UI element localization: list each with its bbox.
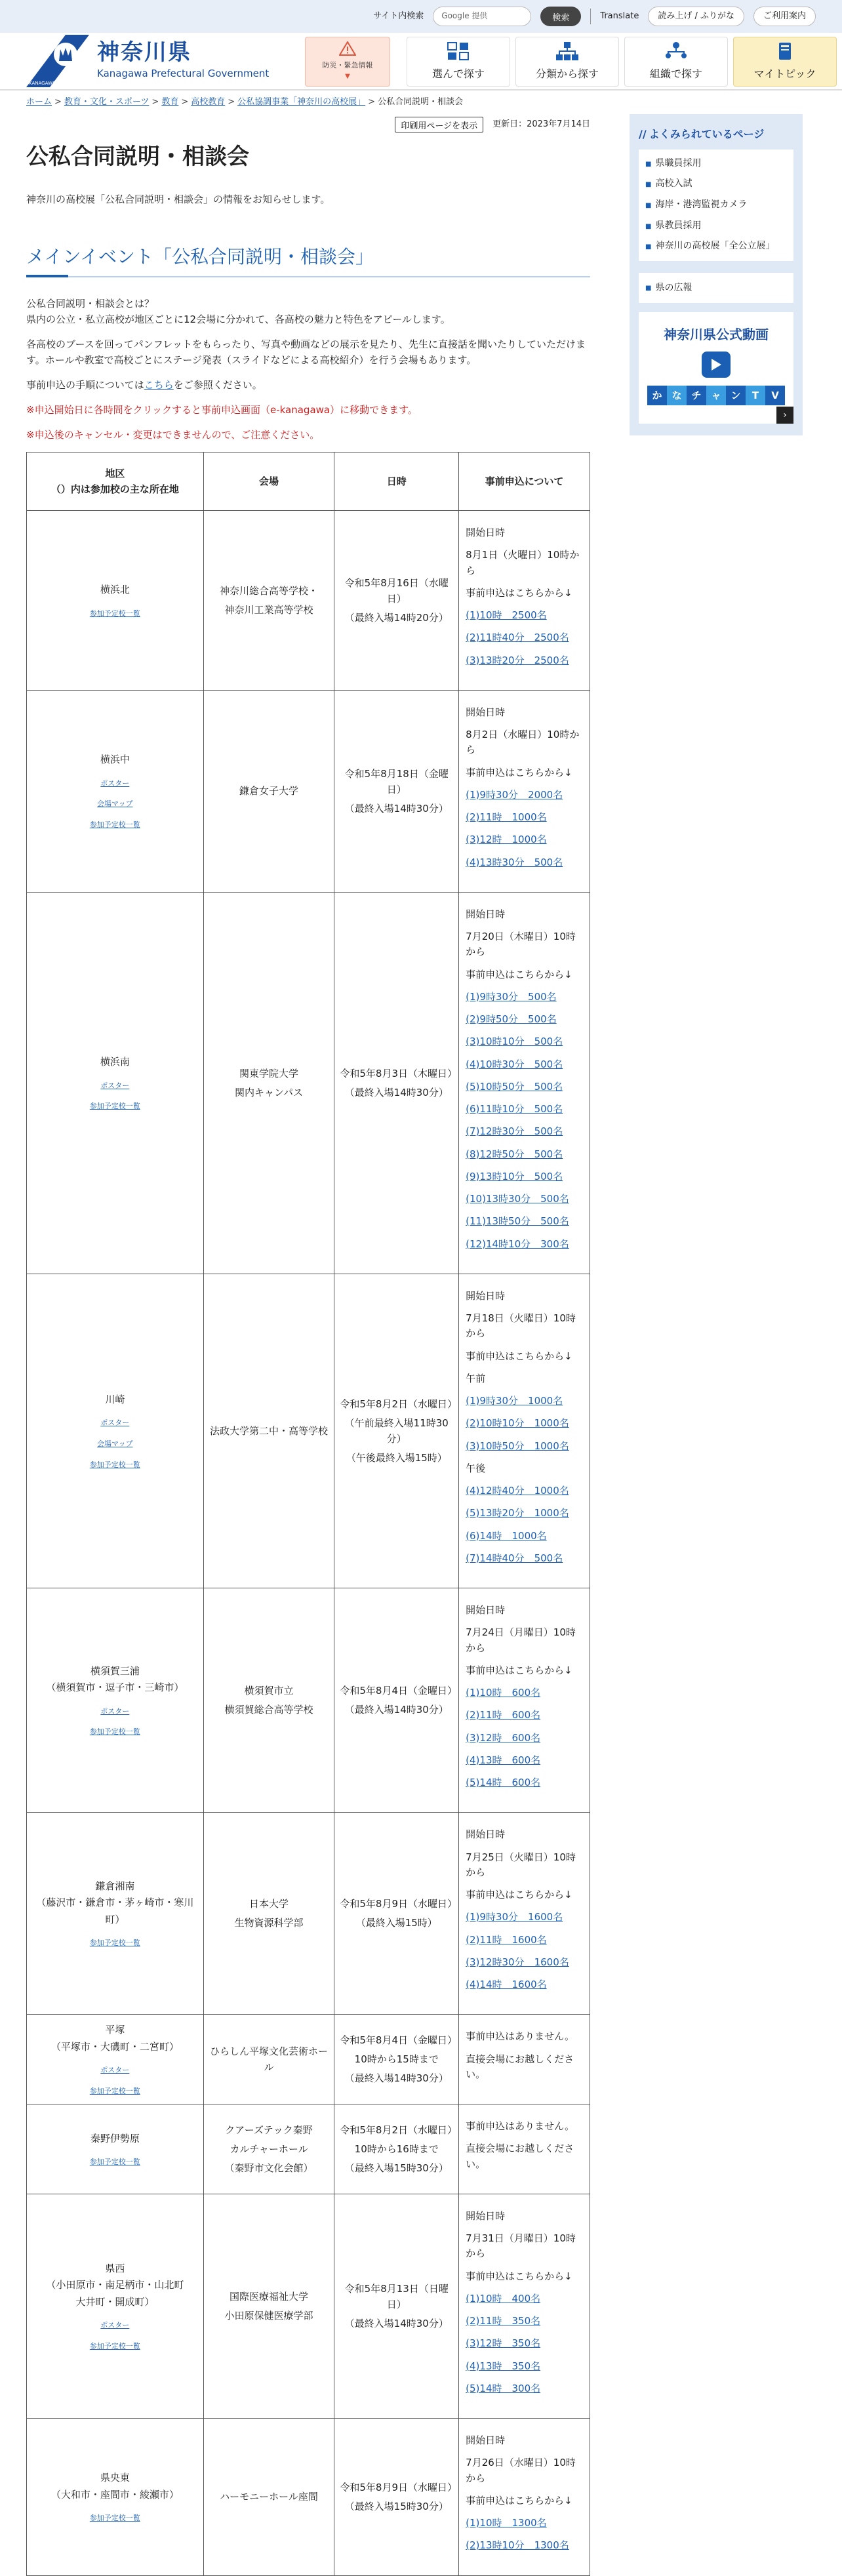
apply-text: 午後 <box>466 1462 486 1474</box>
warning-note: ※申込開始日に各時間をクリックすると事前申込画面（e-kanagawa）に移動できます。 <box>26 404 418 416</box>
section-title: メインイベント「公私合同説明・相談会」 <box>26 243 590 277</box>
nav-label: 分類から探す <box>535 68 599 81</box>
area-cell <box>27 2194 204 2418</box>
header-venue: 会場 <box>203 453 334 511</box>
apply-slot-link[interactable]: (5)14時 300名 <box>466 2382 541 2394</box>
apply-cell <box>459 2419 590 2576</box>
area-link[interactable]: 参加予定校一覧 <box>89 2514 140 2523</box>
page-intro: 神奈川の高校展「公私合同説明・相談会」の情報をお知らせします。 <box>26 193 331 206</box>
popular-heading-text: よくみられているページ <box>649 128 765 140</box>
apply-slot-link[interactable]: (3)12時 600名 <box>466 1731 541 1744</box>
apply-text: 7月24日（月曜日）10時から <box>466 1626 576 1654</box>
search-button[interactable]: 検索 <box>540 7 581 26</box>
date-line: 10時から15時まで <box>354 2053 439 2066</box>
area-cell <box>27 892 204 1274</box>
area-cell <box>27 1813 204 2015</box>
popular-list <box>639 150 793 261</box>
popular-link[interactable]: 県職員採用 <box>655 157 702 169</box>
apply-text: 開始日時 <box>466 1828 506 1841</box>
venue-cell <box>203 1274 334 1588</box>
date-line: 令和5年8月4日（金曜日） <box>340 1685 458 1697</box>
apply-slot-link[interactable]: (2)13時10分 1300名 <box>466 2539 569 2552</box>
apply-slot-link[interactable]: (5)10時50分 500名 <box>466 1080 563 1093</box>
venue-line: クアーズテック秦野 <box>225 2124 313 2137</box>
apply-slot-link[interactable]: (3)10時50分 1000名 <box>466 1439 569 1452</box>
search-placeholder: Google 提供 <box>441 11 488 21</box>
apply-slot-link[interactable]: (4)12時40分 1000名 <box>466 1485 569 1497</box>
area-name: 大井町・開成町） <box>75 2295 155 2308</box>
list-item[interactable] <box>639 174 793 195</box>
emergency-label: 防災・緊急情報 <box>322 61 373 70</box>
table-row <box>27 690 590 892</box>
area-cell <box>27 1588 204 1813</box>
chevron-down-icon: ▼ <box>345 72 350 80</box>
nav-category[interactable] <box>515 37 619 87</box>
procedure-paragraph <box>26 377 590 393</box>
venue-cell <box>203 2015 334 2104</box>
date-line: （最終入場14時30分） <box>344 1704 449 1716</box>
venue-line: 国際医療福祉大学 <box>230 2291 309 2303</box>
video-title: 神奈川県公式動画 <box>664 327 769 343</box>
area-link[interactable]: 参加予定校一覧 <box>89 1727 140 1737</box>
area-name: 平塚 <box>105 2024 125 2036</box>
popular-link[interactable]: 県教員採用 <box>655 220 702 231</box>
table-row <box>27 2104 590 2194</box>
breadcrumb-home[interactable]: ホーム <box>26 97 52 107</box>
venue-line: カルチャーホール <box>230 2143 308 2156</box>
date-line: 令和5年8月9日（水曜日） <box>340 2481 458 2493</box>
apply-slot-link[interactable]: (7)12時30分 500名 <box>466 1125 563 1138</box>
area-link[interactable]: 参加予定校一覧 <box>89 1939 140 1948</box>
apply-slot-link[interactable]: (11)13時50分 500名 <box>466 1215 569 1228</box>
apply-slot-link[interactable]: (10)13時30分 500名 <box>466 1193 569 1205</box>
area-name: 横浜南 <box>100 1056 130 1068</box>
apply-slot-link[interactable]: (4)10時30分 500名 <box>466 1058 563 1070</box>
venue-line: 小田原保健医療学部 <box>224 2310 313 2322</box>
apply-text: 直接会場にお越しください。 <box>466 2053 574 2080</box>
logo-name: 神奈川県 <box>97 39 191 66</box>
date-line: （最終入場14時20分） <box>344 612 449 624</box>
emblem-text: KANAGAWA <box>29 81 56 86</box>
guide-button[interactable]: ご利用案内 <box>753 7 816 26</box>
about-question: 公私合同説明・相談会とは？ <box>26 298 155 310</box>
description-paragraph: 各高校のブースを回ってパンフレットをもらったり、写真や動画などの展示を見たり、先生に直接話を聞いたりしていただけます。ホールや教室で高校ごとにステージ発表（スライドなどによる高校紹介）を行う会場もあります。 <box>26 338 586 367</box>
popular-link[interactable]: 海岸・港湾監視カメラ <box>655 199 748 210</box>
date-line: 令和5年8月4日（金曜日） <box>340 2034 458 2047</box>
area-link[interactable]: 参加予定校一覧 <box>89 609 140 618</box>
grid-select-icon <box>445 41 471 62</box>
table-row <box>27 1813 590 2015</box>
apply-slot-link[interactable]: (5)13時20分 1000名 <box>466 1507 569 1519</box>
date-line: （最終入場14時30分） <box>344 2072 449 2085</box>
apply-cell <box>459 690 590 892</box>
apply-text: 開始日時 <box>466 908 506 920</box>
date-line: （午前最終入場11時30分） <box>344 1417 449 1445</box>
apply-text: 事前申込はこちらから↓ <box>466 2494 572 2506</box>
apply-cell <box>459 2194 590 2418</box>
venue-line: 関内キャンパス <box>235 1086 303 1098</box>
apply-text: 開始日時 <box>466 1604 506 1617</box>
table-row <box>27 892 590 1274</box>
list-item[interactable] <box>639 236 793 257</box>
table-row <box>27 1588 590 1813</box>
header-apply: 事前申込について <box>459 453 590 511</box>
popular-pages <box>630 114 803 435</box>
breadcrumb: ホーム > 教育・文化・スポーツ > 教育 > 高校教育 > 公私協調事業「神奈川の高校展」 > 公私合同説明・相談会 <box>26 97 464 107</box>
apply-cell <box>459 2015 590 2104</box>
date-cell <box>334 1813 459 2015</box>
venue-line: 日本大学 <box>249 1898 289 1910</box>
venue-line: 神奈川総合高等学校・ <box>220 585 319 597</box>
apply-text: 7月18日（火曜日）10時から <box>466 1312 576 1340</box>
apply-cell <box>459 1274 590 1588</box>
area-link[interactable]: ポスター <box>100 2321 130 2330</box>
area-link[interactable]: 会場マップ <box>97 1439 133 1449</box>
venue-cell <box>203 892 334 1274</box>
venue-line: 神奈川工業高等学校 <box>224 604 313 616</box>
apply-text: 事前申込はこちらから↓ <box>466 1350 572 1362</box>
translate-link[interactable]: Translate <box>600 10 639 21</box>
list-item[interactable] <box>639 153 793 174</box>
area-cell <box>27 2419 204 2576</box>
breadcrumb-current: 公私合同説明・相談会 <box>378 97 464 107</box>
popular-heading: // よくみられているページ <box>639 128 765 140</box>
apply-slot-link[interactable]: (1)9時30分 500名 <box>466 990 557 1003</box>
date-line: （最終入場14時30分） <box>344 2318 449 2330</box>
table-row <box>27 2194 590 2418</box>
site-header <box>0 33 842 91</box>
area-link[interactable]: 会場マップ <box>97 799 133 809</box>
bullet-icon: ■ <box>645 243 652 251</box>
logo-char: V <box>765 386 785 405</box>
area-name: 秦野伊勢原 <box>90 2132 140 2144</box>
apply-slot-link[interactable]: (1)9時30分 1000名 <box>466 1395 563 1407</box>
procedure-link[interactable]: こちら <box>144 379 174 392</box>
official-video-banner[interactable] <box>639 312 793 424</box>
search-input[interactable] <box>433 7 531 26</box>
area-link[interactable]: ポスター <box>100 1081 130 1090</box>
apply-slot-link[interactable]: (2)11時 350名 <box>466 2315 541 2327</box>
apply-text: 午前 <box>466 1372 486 1384</box>
table-header-row <box>27 453 590 511</box>
popular-link[interactable]: 高校入試 <box>655 178 692 190</box>
list-item[interactable] <box>639 216 793 237</box>
category-tree-icon <box>554 41 580 62</box>
area-link[interactable]: 参加予定校一覧 <box>89 2158 140 2167</box>
bullet-icon: ■ <box>645 222 652 230</box>
date-line: 令和5年8月2日（水曜日） <box>340 1398 458 1411</box>
date-line: 10時から16時まで <box>354 2143 439 2156</box>
apply-cell <box>459 892 590 1274</box>
date-line: （最終入場14時30分） <box>344 802 449 815</box>
area-name: 横浜北 <box>100 584 130 596</box>
area-cell <box>27 690 204 892</box>
apply-cell <box>459 1588 590 1813</box>
apply-text: 事前申込はこちらから↓ <box>466 1664 572 1676</box>
apply-text: 事前申込はこちらから↓ <box>466 968 572 980</box>
about-paragraph <box>26 296 590 327</box>
area-name: 横浜中 <box>100 754 130 766</box>
area-name: 横須賀三浦 <box>90 1664 140 1677</box>
apply-slot-link[interactable]: (2)10時10分 1000名 <box>466 1417 569 1430</box>
logo-char: ン <box>726 386 746 405</box>
venue-cell <box>203 690 334 892</box>
date-cell <box>334 511 459 691</box>
apply-text: 開始日時 <box>466 706 506 718</box>
area-name: 川崎 <box>105 1393 125 1405</box>
global-nav <box>407 37 837 87</box>
logo-char: T <box>746 386 765 405</box>
apply-slot-link[interactable]: (1)9時30分 1600名 <box>466 1911 563 1923</box>
updated-date: 更新日：2023年7月14日 <box>492 119 590 129</box>
apply-text: 開始日時 <box>466 2209 506 2222</box>
apply-text: 7月20日（木曜日）10時から <box>466 931 576 958</box>
apply-text: 事前申込はこちらから↓ <box>466 766 572 778</box>
meta-row <box>26 117 590 132</box>
nav-organization[interactable] <box>624 37 728 87</box>
breadcrumb-high-school[interactable]: 高校教育 <box>191 97 226 107</box>
nav-label: 組織で探す <box>649 68 702 81</box>
area-name: （平塚市・大磯町・二宮町） <box>50 2040 179 2053</box>
apply-text: 開始日時 <box>466 2434 506 2447</box>
breadcrumb-education[interactable]: 教育 <box>161 97 179 107</box>
venue-cell <box>203 2194 334 2418</box>
apply-text: 事前申込はこちらから↓ <box>466 2270 572 2282</box>
date-cell <box>334 1274 459 1588</box>
apply-slot-link[interactable]: (1)9時30分 2000名 <box>466 788 563 801</box>
area-link[interactable]: ポスター <box>100 2066 130 2075</box>
bullet-icon: ■ <box>645 181 652 189</box>
about-answer: 県内の公立・私立高校が地区ごとに12会場に分かれて、各高校の魅力と特色をアピールします。 <box>26 313 451 326</box>
venue-line: ひらしん平塚文化芸術ホール <box>210 2045 329 2074</box>
sidebar <box>630 114 803 2576</box>
table-row <box>27 2419 590 2576</box>
apply-text: 事前申込はありません。 <box>466 2030 575 2043</box>
events-table <box>26 452 590 2576</box>
print-button[interactable]: 印刷用ページを表示 <box>395 117 483 132</box>
apply-slot-link[interactable]: (1)10時 1300名 <box>466 2517 547 2529</box>
logo-char: か <box>647 386 667 405</box>
header-area: 地区 （）内は参加校の主な所在地 <box>27 453 204 511</box>
date-line: 令和5年8月2日（水曜日） <box>340 2124 458 2137</box>
venue-line: 生物資源科学部 <box>234 1917 304 1929</box>
venue-cell <box>203 2419 334 2576</box>
table-row <box>27 1274 590 1588</box>
apply-slot-link[interactable]: (5)14時 600名 <box>466 1777 541 1789</box>
site-logo[interactable] <box>26 32 269 90</box>
nav-my-topic[interactable] <box>733 37 837 87</box>
date-cell <box>334 2194 459 2418</box>
divider <box>590 9 591 24</box>
table-row <box>27 2015 590 2104</box>
nav-label: 選んで探す <box>431 68 485 81</box>
bullet-icon: ■ <box>645 201 652 209</box>
bullet-icon: ■ <box>645 160 652 168</box>
apply-slot-link[interactable]: (2)11時40分 2500名 <box>466 632 569 644</box>
apply-text: 8月2日（水曜日）10時から <box>466 729 580 756</box>
apply-slot-link[interactable]: (3)10時10分 500名 <box>466 1036 563 1048</box>
apply-slot-link[interactable]: (6)11時10分 500名 <box>466 1103 563 1116</box>
apply-text: 直接会場にお越しください。 <box>466 2143 574 2170</box>
main-content <box>26 114 590 2576</box>
apply-slot-link[interactable]: (3)13時20分 2500名 <box>466 654 569 666</box>
venue-line: 法政大学第二中・高等学校 <box>210 1425 329 1438</box>
venue-cell <box>203 1813 334 2015</box>
date-line: （最終入場15時30分） <box>344 2500 449 2512</box>
area-cell <box>27 2104 204 2194</box>
kana-channel-logo <box>647 386 785 405</box>
apply-cell <box>459 511 590 691</box>
apply-slot-link[interactable]: (1)10時 2500名 <box>466 609 547 622</box>
breadcrumb-culture[interactable]: 教育・文化・スポーツ <box>64 97 150 107</box>
warning-note: ※申込後のキャンセル・変更はできませんので、ご注意ください。 <box>26 429 320 441</box>
venue-line: ハーモニーホール座間 <box>220 2491 318 2503</box>
apply-slot-link[interactable]: (4)13時30分 500名 <box>466 856 563 868</box>
date-line: 令和5年8月18日（金曜日） <box>344 767 449 795</box>
apply-text: 7月26日（水曜日）10時から <box>466 2457 576 2484</box>
date-cell <box>334 1588 459 1813</box>
apply-slot-link[interactable]: (7)14時40分 500名 <box>466 1552 563 1564</box>
koho-label: 県の広報 <box>655 283 692 294</box>
date-line: 令和5年8月3日（木曜日） <box>340 1067 458 1079</box>
apply-slot-link[interactable]: (6)14時 1000名 <box>466 1529 547 1542</box>
procedure-text-end: をご参照ください。 <box>173 379 262 392</box>
area-name: （藤沢市・鎌倉市・茅ヶ崎市・寒川町） <box>36 1897 194 1925</box>
date-line: 令和5年8月9日（水曜日） <box>340 1898 458 1910</box>
area-cell <box>27 511 204 691</box>
venue-line: 鎌倉女子大学 <box>239 785 299 797</box>
area-link[interactable]: ポスター <box>100 778 130 788</box>
apply-slot-link[interactable]: (3)12時 350名 <box>466 2337 541 2350</box>
venue-cell <box>203 2104 334 2194</box>
nav-select[interactable] <box>407 37 510 87</box>
date-line: （最終入場15時） <box>355 1917 437 1929</box>
venue-line: 横須賀総合高等学校 <box>224 1704 313 1716</box>
apply-cell <box>459 1813 590 2015</box>
koho-link[interactable] <box>639 273 793 303</box>
apply-text: 事前申込はありません。 <box>466 2120 575 2133</box>
prefecture-emblem-icon <box>26 35 89 87</box>
area-name: 鎌倉湘南 <box>95 1880 135 1892</box>
logo-char: な <box>667 386 687 405</box>
apply-slot-link[interactable]: (8)12時50分 500名 <box>466 1148 563 1160</box>
apply-slot-link[interactable]: (1)10時 600名 <box>466 1687 541 1699</box>
apply-text: 事前申込はこちらから↓ <box>466 586 572 599</box>
apply-text: 7月31日（月曜日）10時から <box>466 2232 576 2260</box>
apply-slot-link[interactable]: (1)10時 400名 <box>466 2292 541 2304</box>
apply-text: 事前申込はこちらから↓ <box>466 1889 572 1901</box>
area-link[interactable]: 参加予定校一覧 <box>89 2341 140 2350</box>
apply-slot-link[interactable]: (2)9時50分 500名 <box>466 1013 557 1026</box>
apply-cell <box>459 2104 590 2194</box>
area-link[interactable]: 参加予定校一覧 <box>89 1102 140 1111</box>
reading-button[interactable]: 読み上げ / ふりがな <box>648 7 744 26</box>
table-row <box>27 511 590 691</box>
apply-slot-link[interactable]: (2)11時 1600名 <box>466 1933 547 1946</box>
logo-char: ャ <box>706 386 726 405</box>
date-line: 令和5年8月16日（水曜日） <box>344 577 449 605</box>
date-line: （最終入場15時30分） <box>344 2162 449 2175</box>
area-link[interactable]: 参加予定校一覧 <box>89 2086 140 2095</box>
organization-icon <box>663 41 689 62</box>
popular-link[interactable]: 神奈川の高校展「全公立展」 <box>655 241 775 252</box>
apply-slot-link[interactable]: (4)13時 600名 <box>466 1754 541 1766</box>
date-line: （最終入場14時30分） <box>344 1086 449 1098</box>
date-cell <box>334 690 459 892</box>
apply-text: 開始日時 <box>466 1289 506 1302</box>
apply-slot-link[interactable]: (2)11時 1000名 <box>466 811 547 824</box>
venue-line: 横須賀市立 <box>244 1685 294 1697</box>
area-name: （大和市・座間市・綾瀬市） <box>50 2488 179 2501</box>
apply-slot-link[interactable]: (4)13時 350名 <box>466 2360 541 2372</box>
date-cell <box>334 2419 459 2576</box>
area-link[interactable]: ポスター <box>100 1419 130 1428</box>
apply-text: 8月1日（火曜日）10時から <box>466 549 580 576</box>
apply-slot-link[interactable]: (12)14時10分 300名 <box>466 1238 569 1250</box>
date-line: （午後最終入場15時） <box>346 1452 447 1464</box>
venue-line: （秦野市文化会館） <box>224 2162 313 2175</box>
warning-icon <box>339 41 356 60</box>
area-name: （横須賀市・逗子市・三崎市） <box>46 1681 184 1694</box>
area-name: 県西 <box>105 2262 125 2274</box>
utility-bar <box>0 0 842 33</box>
apply-slot-link[interactable]: (2)11時 600名 <box>466 1709 541 1721</box>
logo-char: チ <box>687 386 706 405</box>
list-item[interactable] <box>639 195 793 216</box>
area-cell <box>27 2015 204 2104</box>
apply-text: 開始日時 <box>466 527 506 539</box>
site-search-label: サイト内検索 <box>373 10 424 21</box>
logo-subtitle: Kanagawa Prefectural Government <box>97 67 270 79</box>
nav-label: マイトピック <box>753 68 816 81</box>
area-name: （小田原市・南足柄市・山北町 <box>46 2279 184 2291</box>
apply-slot-link[interactable]: (3)12時30分 1600名 <box>466 1956 569 1968</box>
notebook-icon <box>772 41 798 62</box>
area-cell <box>27 1274 204 1588</box>
date-line: 令和5年8月13日（日曜日） <box>344 2283 449 2311</box>
arrow-right-icon: › <box>776 407 793 424</box>
venue-cell <box>203 1588 334 1813</box>
area-name: 県央東 <box>100 2472 130 2484</box>
date-cell <box>334 2104 459 2194</box>
apply-slot-link[interactable]: (3)12時 1000名 <box>466 834 547 846</box>
date-cell <box>334 2015 459 2104</box>
area-link[interactable]: ポスター <box>100 1706 130 1716</box>
date-cell <box>334 892 459 1274</box>
apply-slot-link[interactable]: (4)14時 1600名 <box>466 1979 547 1991</box>
breadcrumb-exhibition[interactable]: 公私協調事業「神奈川の高校展」 <box>237 97 366 107</box>
page-title: 公私合同説明・相談会 <box>26 144 249 170</box>
venue-line: 関東学院大学 <box>239 1067 299 1079</box>
header-date: 日時 <box>334 453 459 511</box>
venue-cell <box>203 511 334 691</box>
emergency-info-button[interactable] <box>305 37 390 87</box>
apply-slot-link[interactable]: (9)13時10分 500名 <box>466 1170 563 1182</box>
play-icon <box>702 352 731 378</box>
procedure-text: 事前申込の手順については <box>26 379 144 392</box>
bullet-icon: ■ <box>645 285 652 292</box>
area-link[interactable]: 参加予定校一覧 <box>89 820 140 829</box>
apply-text: 7月25日（火曜日）10時から <box>466 1851 576 1878</box>
area-link[interactable]: 参加予定校一覧 <box>89 1460 140 1469</box>
